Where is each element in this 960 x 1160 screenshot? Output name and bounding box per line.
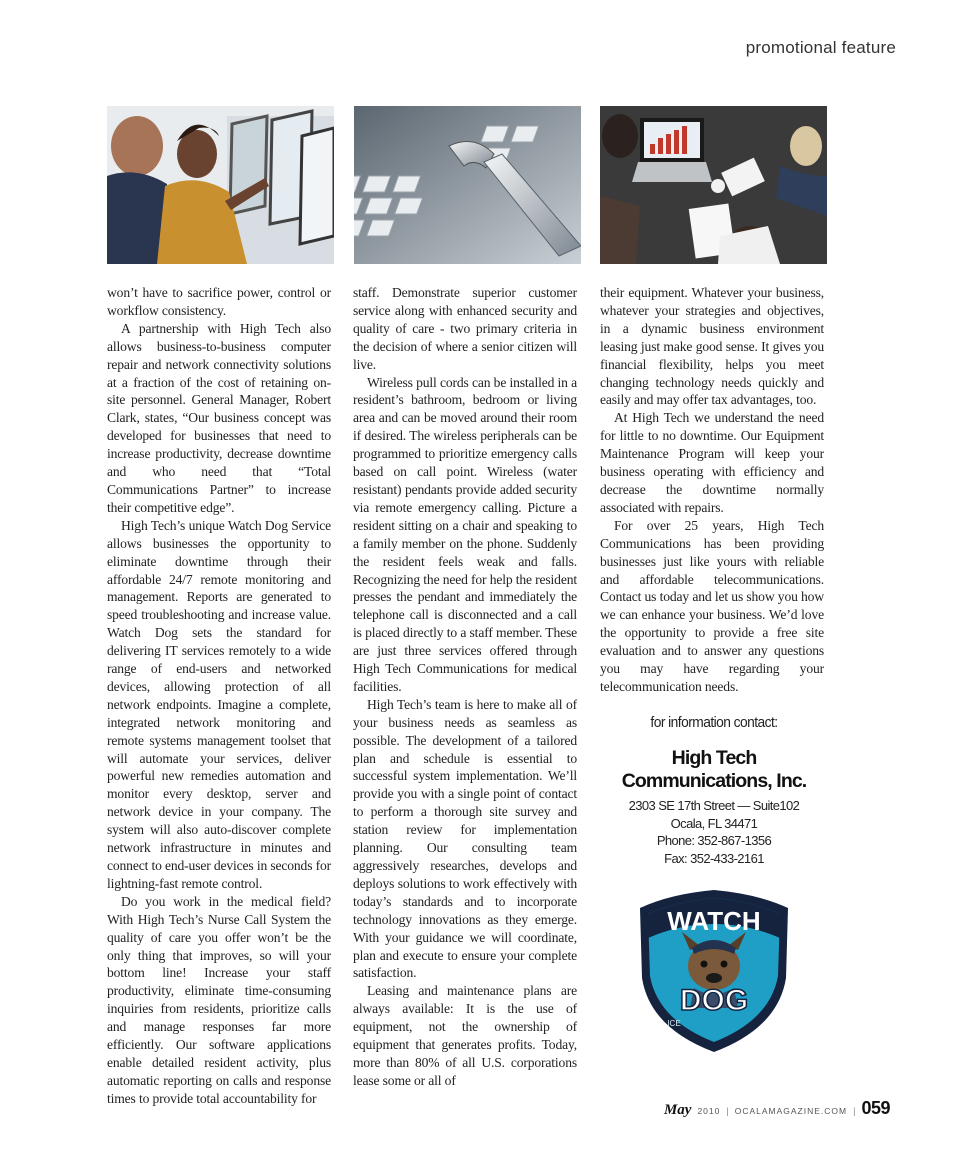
logo-word-watch: WATCH [667, 906, 761, 936]
footer-website: OCALAMAGAZINE.COM [734, 1106, 848, 1116]
fax-number: Fax: 352-433-2161 [664, 850, 764, 866]
paragraph: staff. Demonstrate superior customer service along with enhanced security and quality of care - two primary criteria in the decision of where a senior citizen will live. [353, 285, 577, 372]
footer-month: May [663, 1102, 692, 1118]
phone-number: Phone: 352-867-1356 [656, 833, 772, 848]
company-name: High Tech Communications, Inc. [621, 747, 807, 792]
paragraph: Leasing and maintenance plans are always available: It is the use of equipment, not the ownership of equipment that generates profits. Today, more than 80% of all U.S. corporations lease some or all of [353, 983, 577, 1088]
feature-label: promotional feature [745, 38, 896, 57]
paragraph: Wireless pull cords can be installed in a resident’s bathroom, bedroom or living area and can be moved around their room if desired. The wireless peripherals can be programmed to prioritize emergency calls based on call point. Wireless (water resistant) pendants provide added security via remote emergency calling. Picture a resident sitting on a chair and speaking to a family member on the phone. Suddenly the resident feels weak and falls. Recognizing the need for help the resident presses the pendant and immediately the telephone call is disconnected and a call is placed directly to a staff member. These are just three services offered through High Tech Communications for medical facilities. [353, 374, 577, 694]
paragraph: won’t have to sacrifice power, control or workflow consistency. [107, 285, 331, 318]
footer-separator: | [726, 1106, 729, 1116]
logo-small-text: ICE [667, 1019, 681, 1028]
page-footer [664, 1098, 890, 1119]
address-line-1: 2303 SE 17th Street — Suite102 [628, 798, 800, 813]
paragraph: their equipment. Whatever your business, whatever your strategies and objectives, in a dynamic business environment leasing just make good sense. It gives you financial flexibility, helps you meet changing technology needs quickly and easily and may offer tax advantages, too. [600, 285, 824, 408]
photo-wrench-keyboard [354, 106, 581, 264]
photo-office-monitors [107, 106, 334, 264]
photo-meeting-laptop [600, 106, 827, 264]
paragraph: For over 25 years, High Tech Communications has been providing businesses just like yours with reliable and affordable telecommunications. Contact us today and let us show you how we can enhance your business. We’d love the opportunity to provide a free site evaluation and to answer any questions you may have regarding your telecommunication needs. [600, 517, 824, 694]
footer-separator: | [853, 1106, 856, 1116]
paragraph: Do you work in the medical field? With High Tech’s Nurse Call System the quality of care you offer won’t be the only thing that improves, so will your bottom line! Increase your staff productivity, eliminate time-consuming inquiries from residents, prioritize calls and manage responses far more efficiently. Our software applications enable detailed resident activity, plus automatic reporting on calls and response times to provide total accountability for [107, 893, 331, 1106]
logo-word-dog: DOG [679, 984, 749, 1017]
page-number: 059 [861, 1098, 890, 1118]
contact-block [596, 714, 832, 867]
paragraph: High Tech’s team is here to make all of your business needs as seamless as possible. The development of a tailored plan and schedule is essential to successful system implementation. We’ll provide you with a single point of contact to perform a thorough site survey and station review for implementation planning. Our consulting team aggressively researches, develops and deploys solutions to work effectively with today’s standards and to incorporate technology innovations as they emerge. With your guidance we will coordinate, plan and execute to ensure your complete satisfaction. [353, 696, 577, 981]
paragraph: At High Tech we understand the need for little to no downtime. Our Equipment Maintenance Program will keep your business operating with efficiency and decrease the downtime normally associated with repairs. [600, 410, 824, 515]
watch-dog-shield-logo [638, 888, 790, 1054]
article-column-2 [353, 284, 577, 1090]
article-column-3 [600, 284, 824, 696]
address-line-2: Ocala, FL 34471 [670, 815, 758, 831]
paragraph: High Tech’s unique Watch Dog Service allows businesses the opportunity to eliminate downtime through their affordable 24/7 remote monitoring and management. Reports are generated to speed troubleshooting and increase value. Watch Dog sets the standard for delivering IT services remotely to a wide range of end-users and networked devices, allowing protection of all network endpoints. Imagine a complete, integrated network monitoring and remote systems management toolset that will automate your services, deliver powerful new remedies automation and monitor every desktop, server and network device in your company. The system will also auto-discover complete network infrastructure in minutes and connect to end-user devices in seconds for lightning-fast remote control. [107, 517, 331, 891]
contact-lead: for information contact: [650, 714, 778, 731]
footer-year: 2010 [697, 1106, 721, 1116]
paragraph: A partnership with High Tech also allows business-to-business computer repair and network connectivity solutions at a fraction of the cost of retaining on-site personnel. General Manager, Robert Clark, states, “Our business concept was developed for businesses that need to increase productivity, decrease downtime and who need that “Total Communications Partner” to increase their competitive edge”. [107, 320, 331, 515]
article-column-1 [107, 284, 331, 1108]
